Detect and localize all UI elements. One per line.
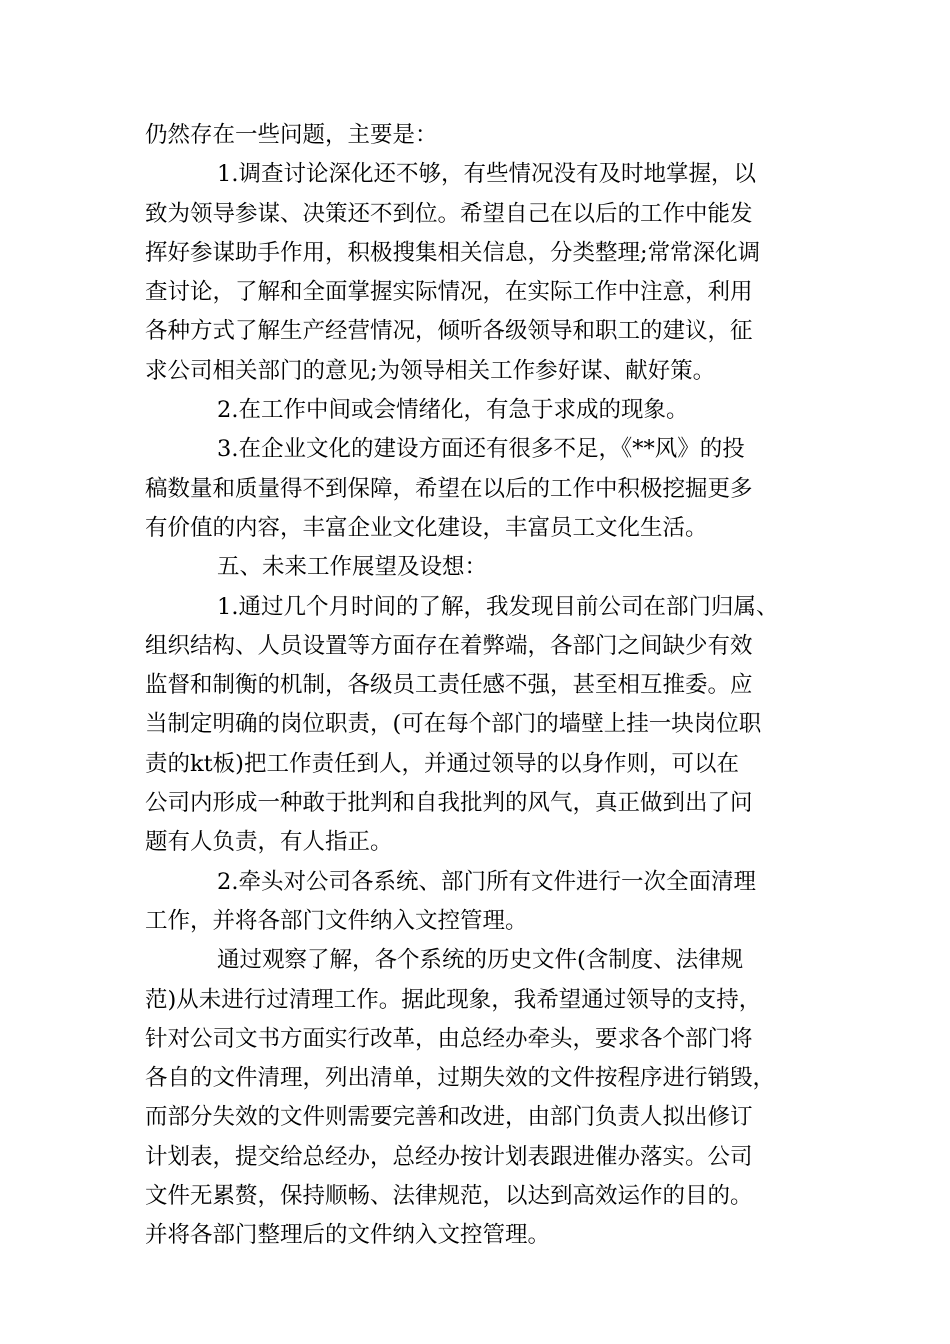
text-line: 工作，并将各部门文件纳入文控管理。 (145, 907, 528, 934)
text-line: 公司内形成一种敢于批判和自我批判的风气，真正做到出了问 (145, 790, 753, 817)
text-line: 挥好参谋助手作用，积极搜集相关信息，分类整理;常常深化调 (145, 239, 761, 266)
document-body-text (145, 116, 805, 1256)
text-line: 五、未来工作展望及设想： (217, 554, 488, 581)
text-line: 责的kt板)把工作责任到人，并通过领导的以身作则，可以在 (145, 750, 739, 777)
text-line: 题有人负责，有人指正。 (145, 829, 393, 856)
text-line: 稿数量和质量得不到保障，希望在以后的工作中积极挖掘更多 (145, 475, 753, 502)
text-line: 监督和制衡的机制，各级员工责任感不强，甚至相互推委。应 (145, 672, 753, 699)
text-line: 仍然存在一些问题，主要是： (145, 122, 438, 148)
text-line: 有价值的内容，丰富企业文化建设，丰富员工文化生活。 (145, 514, 708, 541)
text-line: 通过观察了解，各个系统的历史文件(含制度、法律规 (217, 947, 744, 974)
text-line: 致为领导参谋、决策还不到位。希望自己在以后的工作中能发 (145, 200, 753, 227)
text-line: 各种方式了解生产经营情况，倾听各级领导和职工的建议，征 (145, 318, 753, 345)
text-line: 3.在企业文化的建设方面还有很多不足，《**风》的投 (217, 436, 745, 463)
text-line: 范)从未进行过清理工作。据此现象，我希望通过领导的支持， (145, 986, 762, 1013)
text-line: 组织结构、人员设置等方面存在着弊端，各部门之间缺少有效 (145, 632, 753, 659)
text-line: 1.通过几个月时间的了解，我发现目前公司在部门归属、 (217, 593, 779, 620)
text-line: 2.在工作中间或会情绪化，有急于求成的现象。 (217, 397, 689, 424)
text-line: 文件无累赘，保持顺畅、法律规范，以达到高效运作的目的。 (145, 1183, 753, 1210)
text-line: 2.牵头对公司各系统、部门所有文件进行一次全面清理 (217, 868, 756, 895)
text-line: 求公司相关部门的意见;为领导相关工作参好谋、献好策。 (145, 357, 716, 384)
text-line: 1.调查讨论深化还不够，有些情况没有及时地掌握，以 (217, 161, 756, 188)
text-line: 各自的文件清理，列出清单，过期失效的文件按程序进行销毁， (145, 1065, 776, 1092)
text-line: 查讨论，了解和全面掌握实际情况，在实际工作中注意，利用 (145, 279, 753, 306)
text-line: 而部分失效的文件则需要完善和改进，由部门负责人拟出修订 (145, 1104, 753, 1131)
text-line: 并将各部门整理后的文件纳入文控管理。 (145, 1222, 551, 1249)
text-line: 计划表，提交给总经办，总经办按计划表跟进催办落实。公司 (145, 1143, 753, 1170)
text-line: 当制定明确的岗位职责，(可在每个部门的墙壁上挂一块岗位职 (145, 711, 762, 738)
text-line: 针对公司文书方面实行改革，由总经办牵头，要求各个部门将 (145, 1025, 753, 1052)
